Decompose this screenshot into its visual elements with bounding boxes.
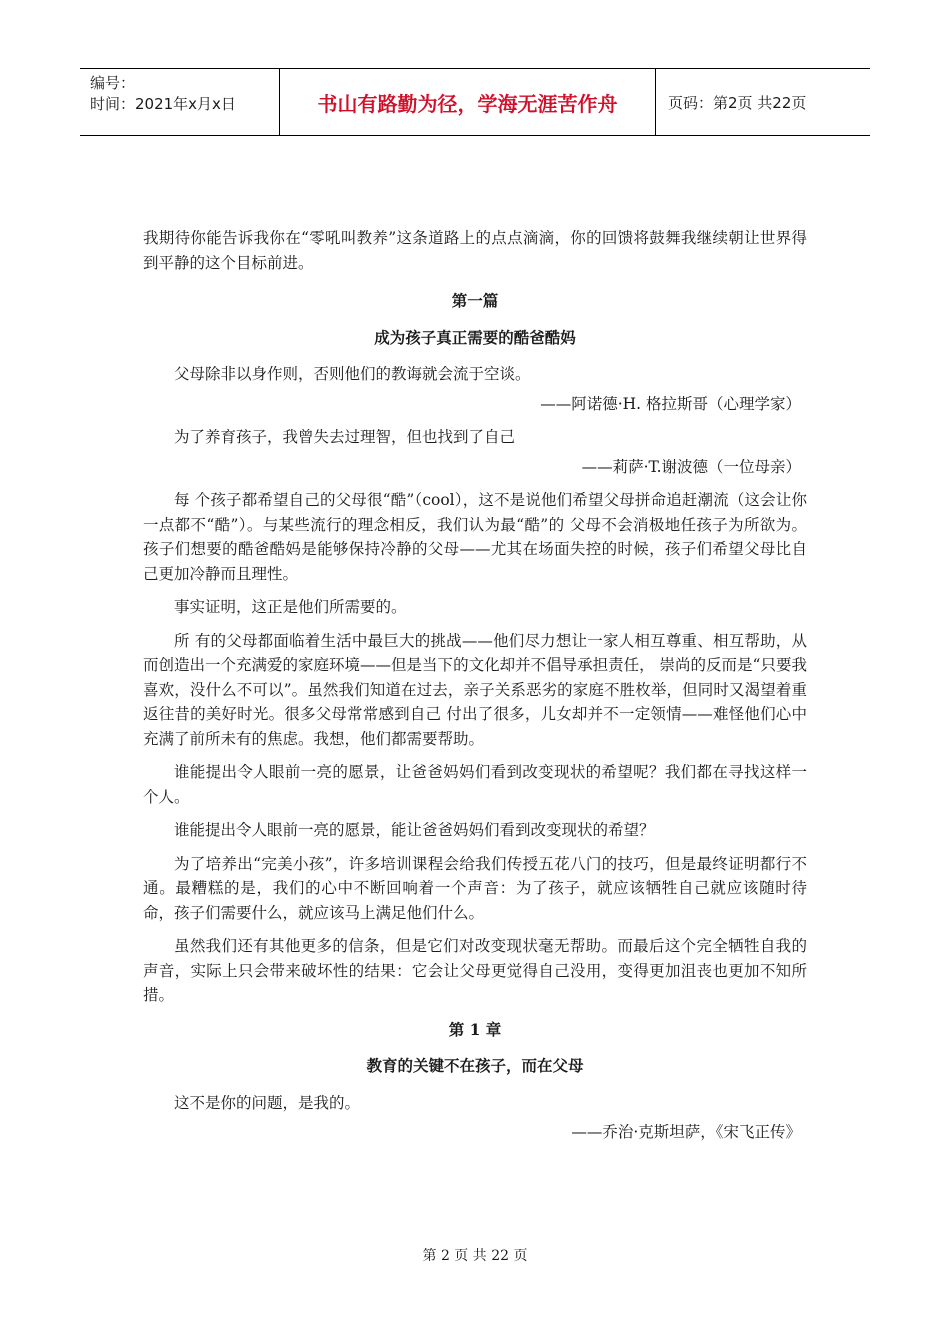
epigraph-3: 这不是你的问题，是我的。	[174, 1093, 361, 1112]
paragraph-7: 虽然我们还有其他更多的信条，但是它们对改变现状毫无帮助。而最后这个完全牺牲自我的声音，实际上只会带来破坏性的结果：它会让父母更觉得自己没用，变得更加沮丧也更加不知所措。	[143, 937, 807, 1004]
header-meta	[80, 69, 280, 135]
epigraph-2: 为了养育孩子，我曾失去过理智，但也找到了自己	[174, 428, 516, 446]
paragraph-6: 为了培养出“完美小孩”，许多培训课程会给我们传授五花八门的技巧，但是最终证明都行不通。最糟糕的是，我们的心中不断回响着一个声音：为了孩子，就应该牺牲自己就应该随时待命，孩子们需要什么，就应该马上满足他们什么。	[143, 854, 807, 922]
paragraph-4: 谁能提出令人眼前一亮的愿景，让爸爸妈妈们看到改变现状的希望呢？我们都在寻找这样一个人。	[143, 763, 807, 806]
epigraph-1: 父母除非以身作则，否则他们的教诲就会流于空谈。	[174, 365, 531, 383]
epigraph-2-attribution: ——莉萨·T.谢波德（一位母亲）	[581, 457, 801, 476]
date-label: 时间：2021年x月x日	[90, 95, 236, 113]
chapter-subtitle: 教育的关键不在孩子，而在父母	[366, 1056, 584, 1075]
paragraph-1: 每 个孩子都希望自己的父母很“酷”（cool），这不是说他们希望父母拼命追赶潮流（这会让你一点都不“酷”）。与某些流行的理念相反，我们认为最“酷”的 父母不会消极地任孩子为所欲为。孩子们想要的酷爸酷妈是能够保持冷静的父母——尤其在场面失控的时候，孩子们希望父母比自己更加冷静而且理性。	[143, 491, 807, 583]
epigraph-3-attribution: ——乔治·克斯坦萨，《宋飞正传》	[571, 1123, 801, 1141]
paragraph-3: 所 有的父母都面临着生活中最巨大的挑战——他们尽力想让一家人相互尊重、相互帮助，从而创造出一个充满爱的家庭环境——但是当下的文化却并不倡导承担责任， 崇尚的反而是“只要我喜欢，没什么不可以”。虽然我们知道在过去，亲子关系恶劣的家庭不胜枚举，但同时又渴望着重返往昔的美好时光。很多父母常常感到自己 付出了很多，儿女却并不一定领情——难怪他们心中充满了前所未有的焦虑。我想，他们都需要帮助。	[143, 631, 807, 748]
number-label: 编号：	[90, 74, 136, 92]
header-motto: 书山有路勤为径，学海无涯苦作舟	[280, 69, 656, 135]
epigraph-1-attribution: ——阿诺德·H. 格拉斯哥（心理学家）	[540, 394, 801, 413]
part-title: 第一篇	[451, 291, 499, 310]
page-footer: 第 2 页 共 22 页	[422, 1248, 528, 1264]
document-body	[143, 226, 807, 1154]
intro-paragraph: 我期待你能告诉我你在“零吼叫教养”这条道路上的点点滴滴，你的回馈将鼓舞我继续朝让世界得到平静的这个目标前进。	[143, 229, 807, 272]
part-subtitle: 成为孩子真正需要的酷爸酷妈	[374, 327, 576, 347]
paragraph-5: 谁能提出令人眼前一亮的愿景，能让爸爸妈妈们看到改变现状的希望？	[174, 821, 655, 839]
chapter-title: 第 1 章	[448, 1019, 502, 1039]
header-page-info: 页码：第2页 共22页	[668, 93, 807, 112]
paragraph-2: 事实证明，这正是他们所需要的。	[174, 598, 407, 616]
page-header	[80, 68, 870, 136]
